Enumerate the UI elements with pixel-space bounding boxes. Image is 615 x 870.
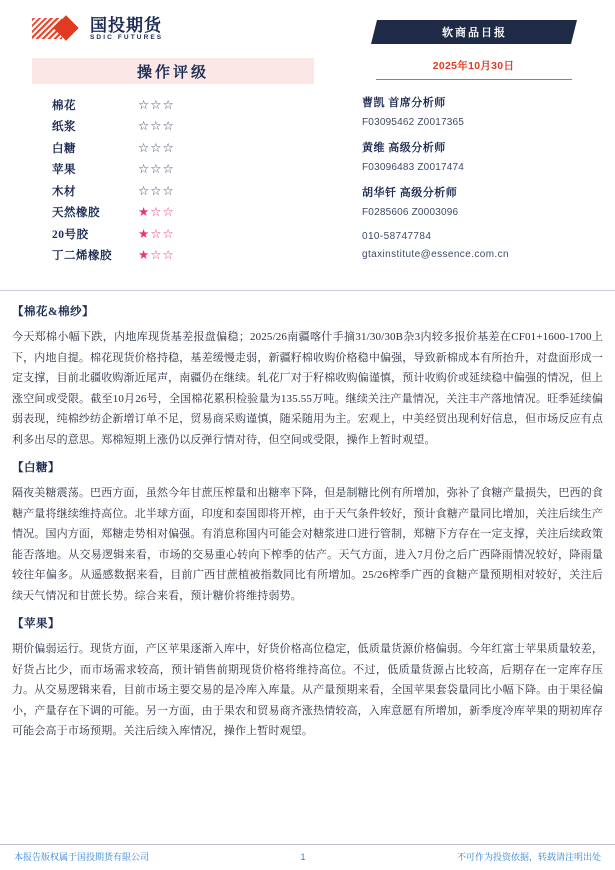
star-empty-icon: ☆ — [162, 183, 175, 198]
footer-page-number: 1 — [300, 851, 306, 862]
report-date-row — [376, 56, 572, 80]
section-body: 今天郑棉小幅下跌，内地库现货基差报盘偏稳；2025/26南疆喀什手摘31/30/30B杂3内较多报价基差在CF01+1600-1700上下，内地自提。棉花现货价格持稳，基差缓慢走弱，新疆籽棉收购价格稳中偏强，导致新棉成本有所抬升，对盘面形成一定支撑，目前北疆收购渐近尾声，南疆仍在继续。轧花厂对于籽棉收购偏谨慎，预计收购价或延续稳中偏强的情况，但上涨空间或受限。截至10月26号，全国棉花累积检验量为135.55万吨。继续关注产量情况，关注丰产落地情况。旺季延续偏弱表现，纯棉纱纺企新增订单不足，贸易商采购谨慎，随采随用为主。宏观上，中美经贸出现利好信息，但市场反应有点利多出尽的意思。郑棉短期上涨仍以反弹行情对待，但空间或受限，操作上暂时观望。 — [12, 331, 603, 446]
rating-row — [52, 159, 330, 181]
section-body: 隔夜美糖震荡。巴西方面，虽然今年甘蔗压榨量和出糖率下降，但是制糖比例有所增加，弥补了食糖产量损失，巴西的食糖产量将继续维持高位。北半球方面，印度和泰国即将开榨，由于天气条件较好，预计食糖产量同比增加，关注后续生产情况。国内方面，郑糖走势相对偏强。有消息称国内可能会对糖浆进口进行管制，郑糖下方存在一定支撑，关注后续政策能否落地。从交易逻辑来看，市场的交易重心转向下榨季的估产。天气方面，进入7月份之后广西降雨情况较好，降雨量较往年偏多。从遥感数据来看，目前广西甘蔗植被指数同比有所增加。25/26榨季广西的食糖产量预期相对较好，关注后续天气情况和甘蔗长势。综合来看，预计糖价将维持弱势。 — [12, 487, 603, 602]
header-right-column — [330, 14, 615, 290]
star-empty-icon: ☆ — [150, 97, 163, 112]
rating-stars — [138, 185, 175, 198]
rating-stars — [138, 163, 175, 176]
page-footer — [0, 844, 615, 870]
sdic-logo-icon — [32, 16, 88, 42]
report-title: 软商品日报 — [441, 27, 506, 39]
rating-commodity-name: 纸浆 — [52, 121, 76, 134]
rating-list — [52, 94, 330, 266]
rating-commodity-name: 白糖 — [52, 142, 76, 155]
header-left-column — [0, 14, 330, 290]
analyst-license-code: F03096483 Z0017474 — [362, 162, 465, 173]
section-body: 期价偏弱运行。现货方面，产区苹果逐渐入库中，好货价格高位稳定，低质量货源价格偏弱。今年红富士苹果质量较差，好货占比少，而市场需求较高，预计销售前期现货价格将维持高位。不过，低质量货源占比较高，后期存在一定库存压力。从交易逻辑来看，目前市场主要交易的是冷库入库量。从产量预期来看，全国苹果套袋量同比小幅下降。由于果径偏小，产量存在下调的可能。另一方面，由于果农和贸易商齐涨热情较高，入库意愿有所增加，新季度冷库苹果的期初库存可能会高于市场预期。关注后续入库情况，操作上暂时观望。 — [12, 643, 603, 737]
analyst-name: 胡华钎 高级分析师 — [362, 187, 458, 199]
star-empty-icon: ☆ — [162, 97, 175, 112]
report-section — [12, 459, 603, 606]
page-header — [0, 0, 615, 290]
rating-row — [52, 94, 330, 116]
rating-commodity-name: 苹果 — [52, 164, 76, 177]
report-date: 2025年10月30日 — [432, 60, 515, 72]
star-empty-icon: ☆ — [138, 140, 151, 155]
rating-row — [52, 245, 330, 267]
rating-stars — [138, 120, 175, 133]
section-title: 【白糖】 — [12, 462, 60, 474]
star-empty-icon: ☆ — [150, 119, 163, 133]
rating-commodity-name: 天然橡胶 — [52, 207, 100, 220]
logo-english-name: SDIC FUTURES — [90, 33, 164, 41]
analyst-license-code: F0285606 Z0003096 — [362, 207, 459, 218]
analyst-list — [346, 94, 601, 218]
rating-stars — [138, 142, 175, 155]
rating-commodity-name: 木材 — [52, 185, 76, 198]
rating-stars — [138, 228, 175, 241]
rating-row — [52, 223, 330, 245]
star-filled-icon: ★ — [138, 226, 151, 241]
company-logo — [32, 14, 330, 44]
star-empty-icon: ☆ — [162, 248, 175, 262]
star-empty-icon: ☆ — [162, 162, 175, 176]
star-empty-icon: ☆ — [162, 119, 175, 133]
rating-stars — [138, 249, 175, 262]
section-title: 【棉花&棉纱】 — [12, 306, 95, 318]
rating-commodity-name: 棉花 — [52, 99, 76, 112]
star-empty-icon: ☆ — [150, 205, 163, 219]
rating-stars — [138, 206, 175, 219]
contact-email: gtaxinstitute@essence.com.cn — [362, 249, 509, 260]
rating-stars — [138, 99, 175, 112]
star-empty-icon: ☆ — [138, 119, 151, 133]
star-empty-icon: ☆ — [162, 205, 175, 219]
contact-block — [346, 231, 601, 260]
star-empty-icon: ☆ — [150, 226, 163, 241]
rating-row — [52, 116, 330, 138]
footer-copyright: 本报告版权属于国投期货有限公司 — [14, 852, 150, 862]
star-empty-icon: ☆ — [138, 183, 151, 198]
report-section — [12, 303, 603, 450]
contact-phone: 010-58747784 — [362, 231, 432, 242]
analyst-name: 曹凯 首席分析师 — [362, 97, 446, 109]
rating-panel-title: 操作评级 — [136, 64, 209, 81]
rating-panel-header — [32, 58, 314, 84]
rating-row — [52, 137, 330, 159]
report-title-banner — [371, 20, 577, 44]
section-title: 【苹果】 — [12, 618, 60, 630]
logo-chinese-name: 国投期货 — [90, 15, 162, 35]
star-empty-icon: ☆ — [162, 140, 175, 155]
star-empty-icon: ☆ — [150, 162, 163, 176]
rating-commodity-name: 丁二烯橡胶 — [52, 250, 112, 263]
analyst-name: 黄维 高级分析师 — [362, 142, 446, 154]
star-empty-icon: ☆ — [150, 183, 163, 198]
report-content — [0, 291, 615, 742]
rating-row — [52, 180, 330, 202]
logo-text — [90, 17, 163, 42]
star-empty-icon: ☆ — [138, 97, 151, 112]
rating-commodity-name: 20号胶 — [52, 228, 89, 241]
star-empty-icon: ☆ — [162, 226, 175, 241]
analyst-license-code: F03095462 Z0017365 — [362, 117, 465, 128]
report-section — [12, 615, 603, 742]
star-empty-icon: ☆ — [150, 248, 163, 262]
footer-disclaimer: 不可作为投资依据，转载请注明出处 — [456, 852, 601, 862]
star-empty-icon: ☆ — [138, 162, 151, 176]
star-empty-icon: ☆ — [150, 140, 163, 155]
rating-row — [52, 202, 330, 224]
star-filled-icon: ★ — [138, 248, 151, 262]
star-filled-icon: ★ — [138, 205, 151, 219]
